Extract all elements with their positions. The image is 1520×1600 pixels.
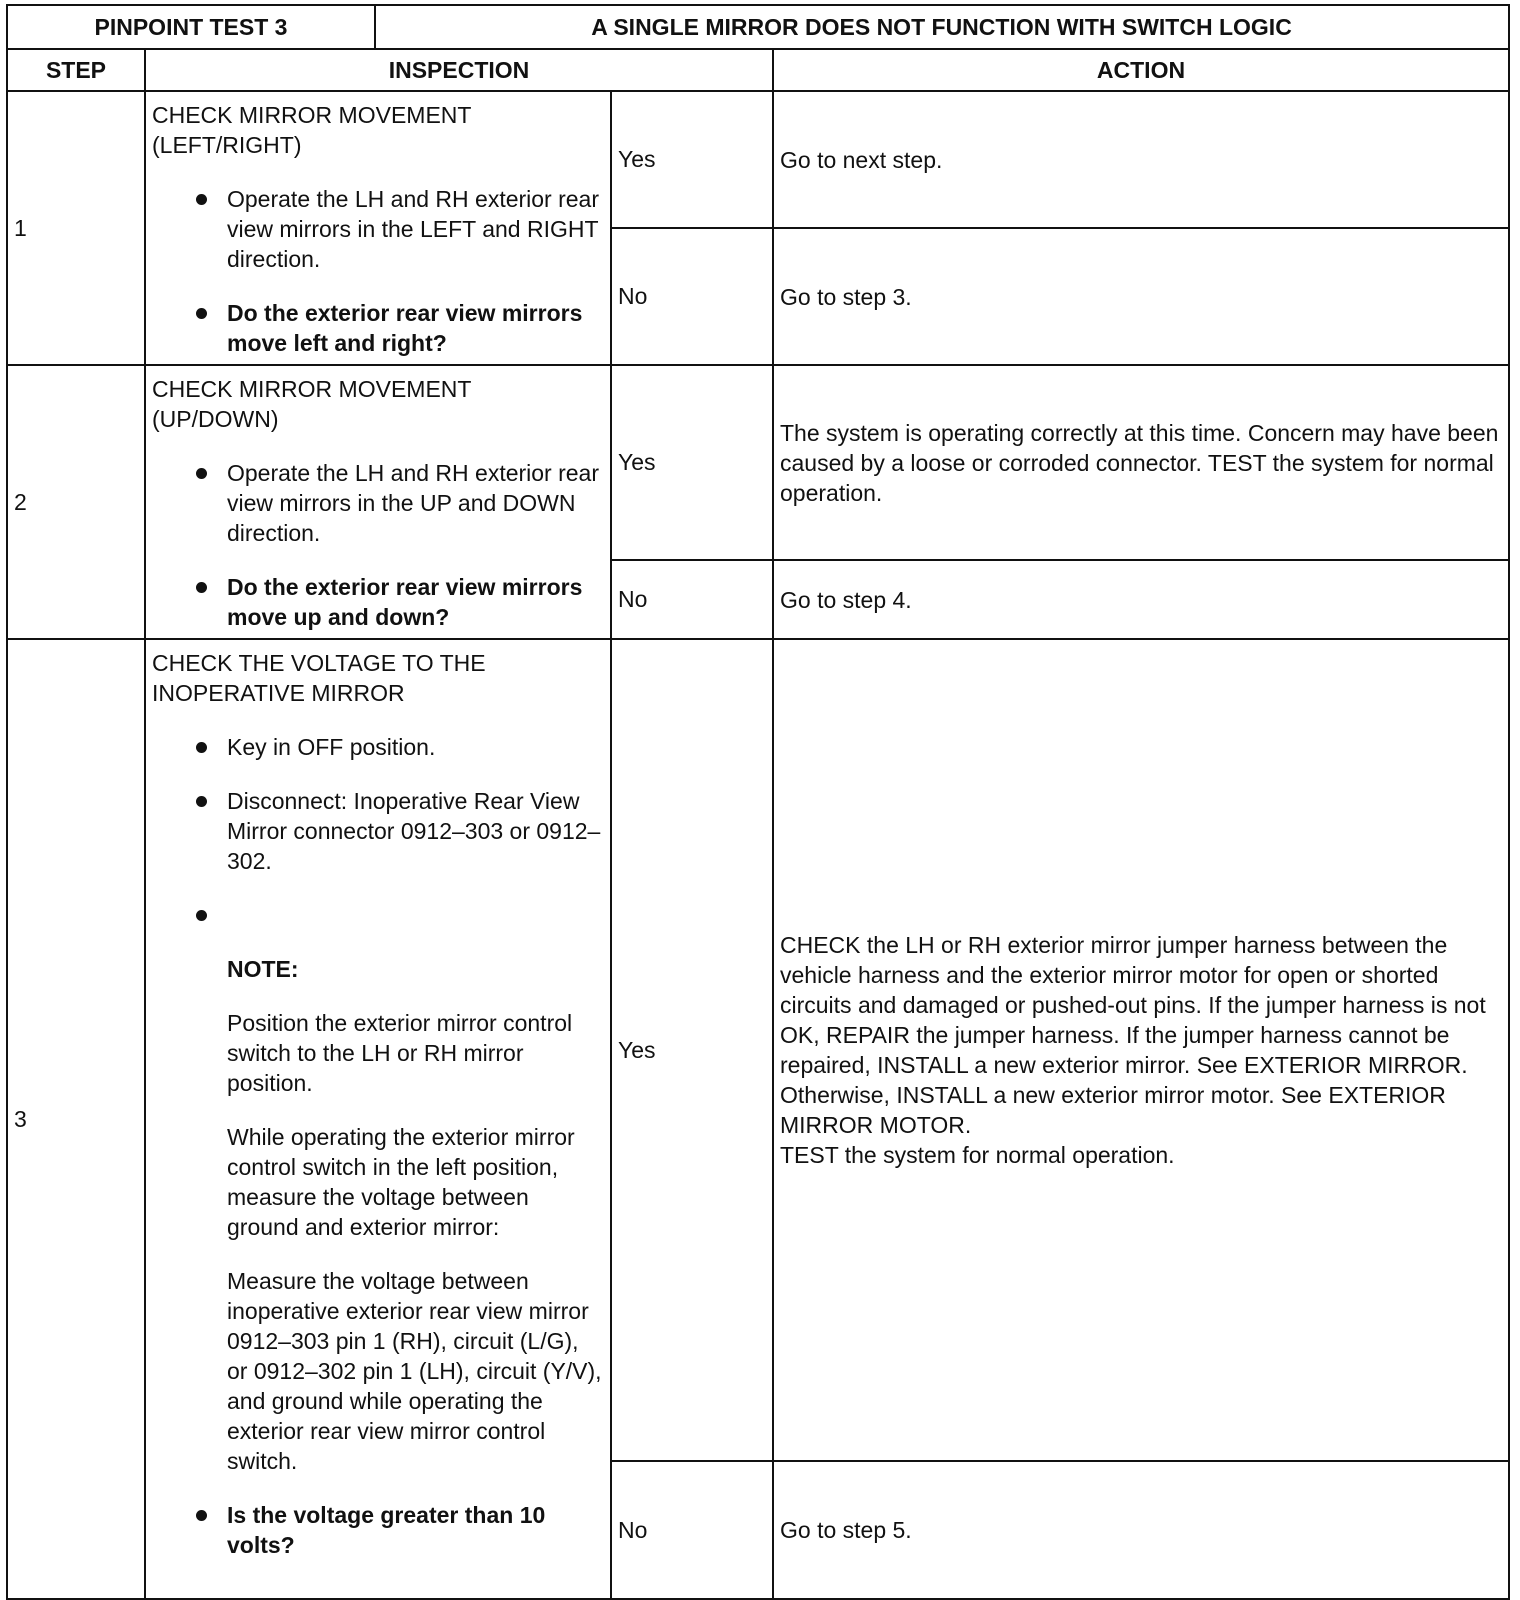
no-label: No [611,1461,773,1599]
bullet-icon [196,194,207,205]
note-bullet [152,900,604,1476]
inspection-cell [145,365,611,639]
bullet-text: Disconnect: Inoperative Rear View Mirror connector 0912–303 or 0912–302. [227,788,601,874]
step-1-yes-row [7,91,1509,228]
question-text: Is the voltage greater than 10 volts? [227,1502,546,1558]
inspection-bullet [152,786,604,876]
bullet-icon [196,742,207,753]
inspection-cell [145,639,611,1599]
step-title-line: CHECK THE VOLTAGE TO THE [152,650,486,676]
step-title-line: CHECK MIRROR MOVEMENT [152,102,472,128]
step-title-line: (UP/DOWN) [152,406,279,432]
note-heading: NOTE: [227,956,299,982]
inspection-question [152,572,604,632]
column-header-step: STEP [7,49,145,91]
yes-action-cell [773,639,1509,1461]
bullet-icon [196,582,207,593]
column-header-inspection: INSPECTION [145,49,773,91]
yes-action-test: TEST the system for normal operation. [780,1142,1175,1168]
yes-action: Go to next step. [773,91,1509,228]
step-3-yes-row [7,639,1509,1461]
step-number: 2 [7,365,145,639]
yes-label: Yes [611,365,773,560]
bullet-text: Key in OFF position. [227,734,436,760]
pinpoint-test-table [6,4,1510,1600]
step-title-line: (LEFT/RIGHT) [152,132,302,158]
bullet-text: Operate the LH and RH exterior rear view mirrors in the UP and DOWN direction. [227,460,600,546]
bullet-icon [196,1510,207,1521]
step-2-yes-row [7,365,1509,560]
note-paragraph: While operating the exterior mirror control switch in the left position, measure the voltage between ground and exterior mirror: [227,1124,575,1240]
inspection-question [152,298,604,358]
note-paragraph: Position the exterior mirror control switch to the LH or RH mirror position. [227,1010,573,1096]
no-label: No [611,228,773,365]
note-paragraph: Measure the voltage between inoperative exterior rear view mirror 0912–303 pin 1 (RH), circuit (L/G), or 0912–302 pin 1 (LH), circuit (Y/V), and ground while operating the exterior rear view mirror control switch. [227,1268,602,1474]
inspection-bullet [152,732,604,762]
column-header-action: ACTION [773,49,1509,91]
yes-action: The system is operating correctly at this time. Concern may have been caused by a loose or corroded connector. TEST the system for normal operation. [773,365,1509,560]
test-label: PINPOINT TEST 3 [8,6,376,48]
bullet-icon [196,308,207,319]
step-title-line: CHECK MIRROR MOVEMENT [152,376,472,402]
inspection-bullet [152,184,604,274]
step-number: 3 [7,639,145,1599]
question-text: Do the exterior rear view mirrors move up and down? [227,574,583,630]
yes-action: CHECK the LH or RH exterior mirror jumper harness between the vehicle harness and the exterior mirror motor for open or shorted circuits and damaged or pushed-out pins. If the jumper harness is not OK, REPAIR the jumper harness. If the jumper harness cannot be repaired, INSTALL a new exterior mirror. See EXTERIOR MIRROR. Otherwise, INSTALL a new exterior mirror motor. See EXTERIOR MIRROR MOTOR. [780,932,1486,1138]
inspection-question [152,1500,604,1560]
bullet-icon [196,910,207,921]
inspection-bullet [152,458,604,548]
no-action: Go to step 4. [773,560,1509,639]
no-action: Go to step 5. [773,1461,1509,1599]
bullet-icon [196,796,207,807]
step-title-line: INOPERATIVE MIRROR [152,680,405,706]
question-text: Do the exterior rear view mirrors move left and right? [227,300,583,356]
bullet-icon [196,468,207,479]
inspection-cell [145,91,611,365]
bullet-text: Operate the LH and RH exterior rear view mirrors in the LEFT and RIGHT direction. [227,186,600,272]
test-title: A SINGLE MIRROR DOES NOT FUNCTION WITH SWITCH LOGIC [591,13,1292,40]
no-label: No [611,560,773,639]
no-action: Go to step 3. [773,228,1509,365]
yes-label: Yes [611,91,773,228]
yes-label: Yes [611,639,773,1461]
step-number: 1 [7,91,145,365]
